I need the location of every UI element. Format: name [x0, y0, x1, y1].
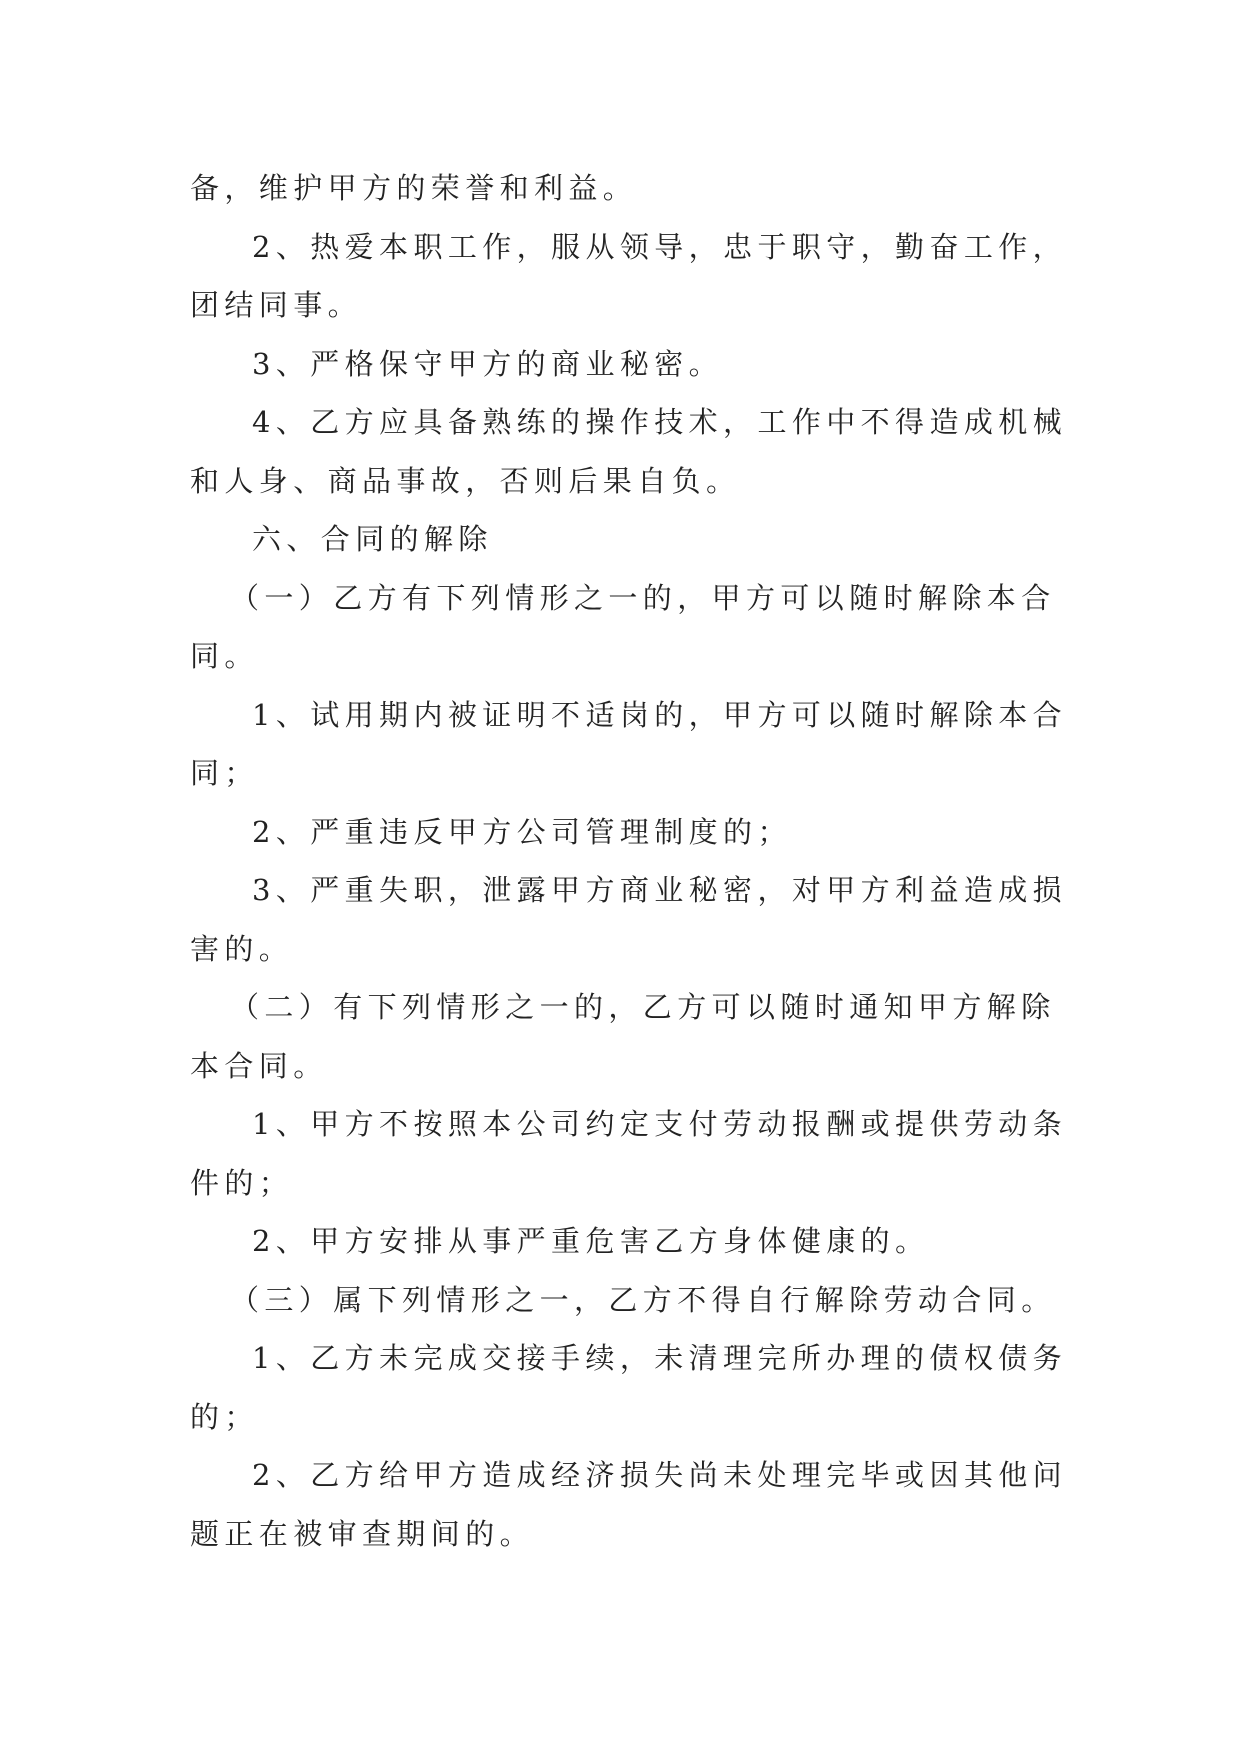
- text-line: 同；: [190, 756, 259, 790]
- text-line: （一）乙方有下列情形之一的，甲方可以随时解除本合: [230, 580, 1056, 615]
- text-line: 和人身、商品事故，否则后果自负。: [190, 463, 741, 498]
- text-line: 本合同。: [190, 1048, 328, 1083]
- document-body: [190, 159, 1068, 1563]
- text-line: 件的；: [190, 1165, 294, 1200]
- text-line: （三）属下列情形之一，乙方不得自行解除劳动合同。: [230, 1282, 1056, 1317]
- section-heading: 六、合同的解除: [252, 522, 493, 556]
- text-line: 2、乙方给甲方造成经济损失尚未处理完毕或因其他问: [252, 1458, 1068, 1492]
- text-line: （二）有下列情形之一的，乙方可以随时通知甲方解除: [230, 990, 1056, 1024]
- text-line: 3、严重失职，泄露甲方商业秘密，对甲方利益造成损: [252, 873, 1068, 907]
- text-line: 3、严格保守甲方的商业秘密。: [252, 346, 724, 381]
- text-line: 题正在被审查期间的。: [190, 1516, 535, 1551]
- text-line: 团结同事。: [190, 288, 363, 322]
- text-line: 同。: [190, 639, 259, 673]
- text-line: 1、甲方不按照本公司约定支付劳动报酬或提供劳动条: [252, 1107, 1068, 1141]
- text-line: 1、试用期内被证明不适岗的，甲方可以随时解除本合: [252, 697, 1068, 732]
- text-line: 2、严重违反甲方公司管理制度的；: [252, 814, 792, 849]
- text-line: 4、乙方应具备熟练的操作技术，工作中不得造成机械: [252, 405, 1068, 439]
- text-line: 2、热爱本职工作，服从领导，忠于职守，勤奋工作，: [252, 229, 1068, 264]
- text-line: 2、甲方安排从事严重危害乙方身体健康的。: [252, 1224, 930, 1258]
- text-line: 备，维护甲方的荣誉和利益。: [190, 171, 638, 205]
- text-line: 害的。: [190, 931, 294, 966]
- text-line: 的；: [190, 1399, 259, 1434]
- text-line: 1、乙方未完成交接手续，未清理完所办理的债权债务: [252, 1341, 1068, 1375]
